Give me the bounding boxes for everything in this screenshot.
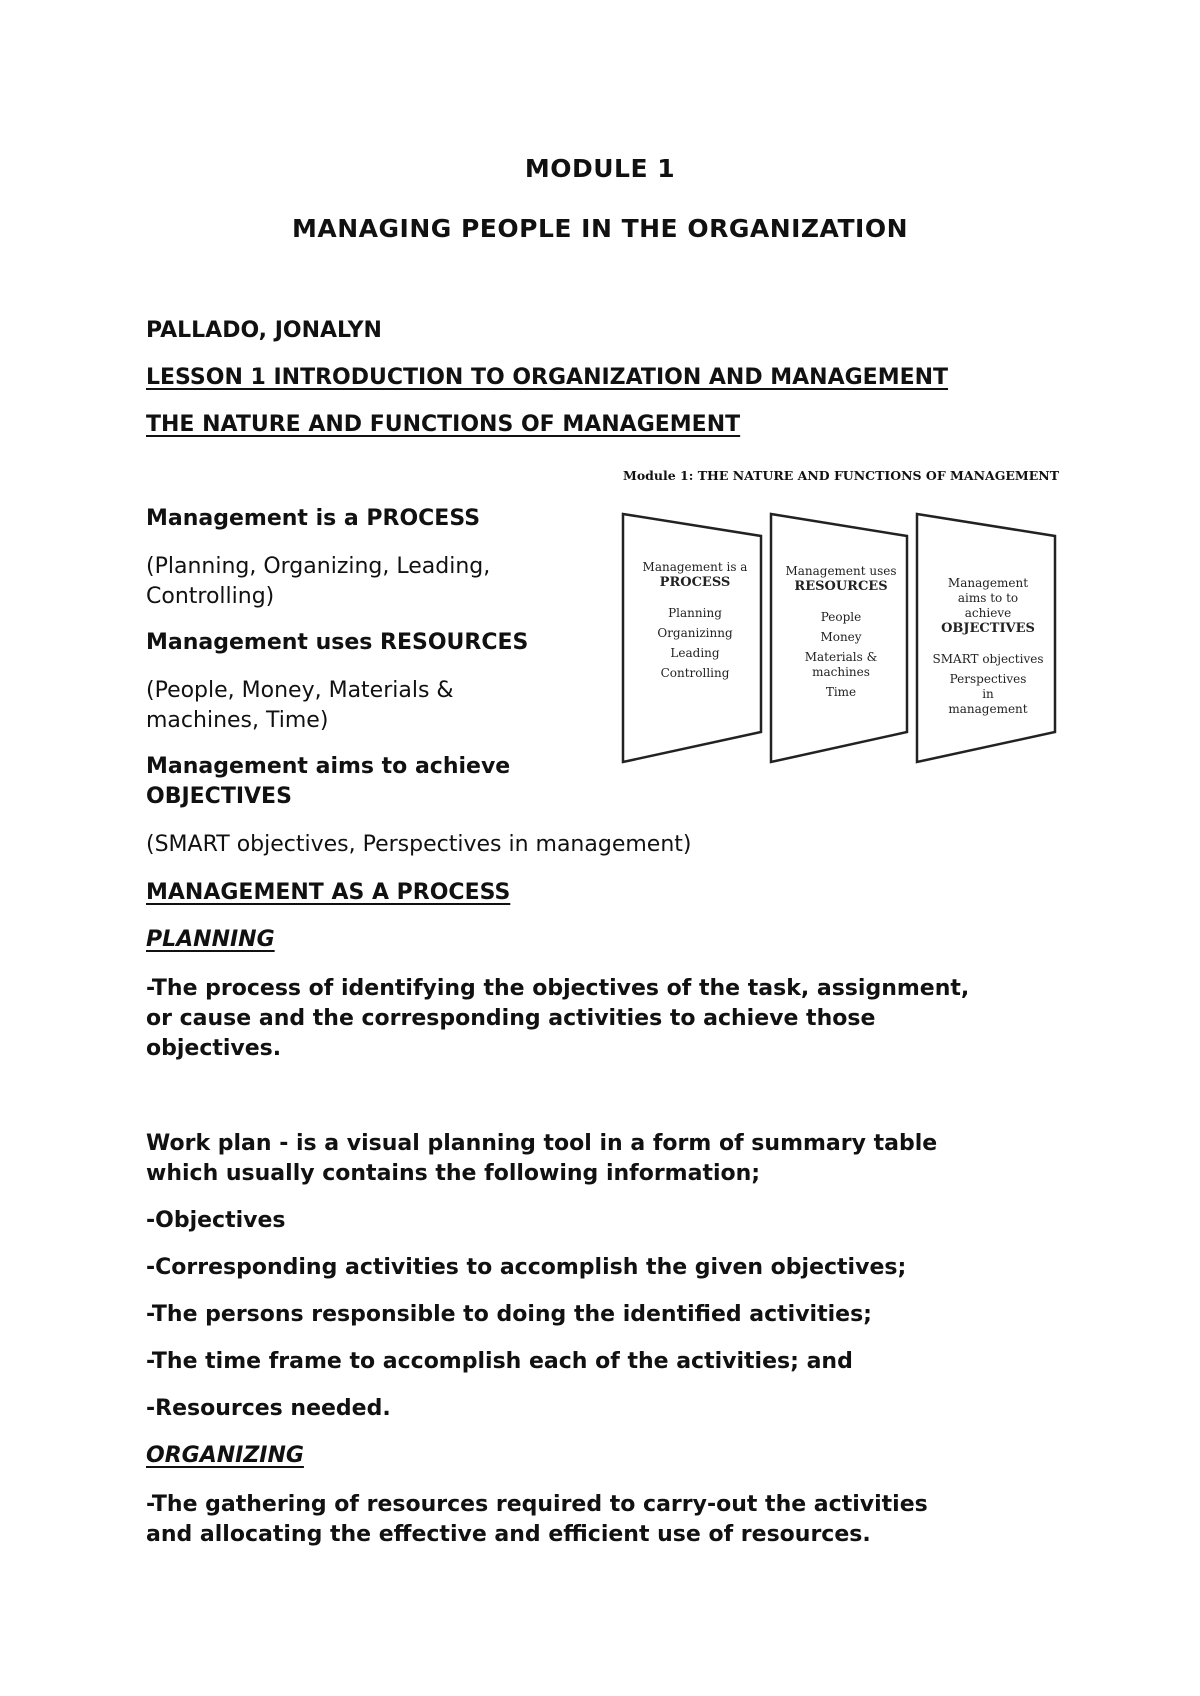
workplan-item: -Corresponding activities to accomplish the given objectives; bbox=[146, 1255, 907, 1280]
diagram-title: Module 1: THE NATURE AND FUNCTIONS OF MANAGEMENT bbox=[623, 468, 1059, 483]
organizing-definition-cont: and allocating the effective and efficient use of resources. bbox=[146, 1522, 871, 1547]
panel-objectives-lead: Management aims to to achieve bbox=[947, 576, 1029, 620]
resources-heading: Management uses RESOURCES bbox=[146, 630, 529, 655]
panel-process-caption: PROCESS bbox=[659, 575, 731, 590]
planning-definition-end: objectives. bbox=[146, 1036, 282, 1061]
objectives-detail: (SMART objectives, Perspectives in management) bbox=[146, 832, 692, 857]
panel-resources-caption: RESOURCES bbox=[794, 579, 888, 594]
panel-objectives-caption: OBJECTIVES bbox=[941, 621, 1035, 636]
module-number: MODULE 1 bbox=[524, 154, 676, 183]
workplan-definition-cont: which usually contains the following information; bbox=[146, 1161, 761, 1186]
panel-process bbox=[629, 560, 761, 681]
panel-resources-item: Money bbox=[820, 630, 862, 644]
organizing-definition: -The gathering of resources required to carry-out the activities bbox=[146, 1492, 928, 1517]
author-name: PALLADO, JONALYN bbox=[146, 318, 382, 343]
section-title: THE NATURE AND FUNCTIONS OF MANAGEMENT bbox=[146, 412, 741, 437]
objectives-heading: Management aims to achieve bbox=[146, 754, 511, 779]
lesson-title: LESSON 1 INTRODUCTION TO ORGANIZATION AND MANAGEMENT bbox=[146, 365, 949, 390]
process-section-heading: MANAGEMENT AS A PROCESS bbox=[146, 880, 511, 905]
planning-label: PLANNING bbox=[146, 927, 275, 952]
workplan-definition: Work plan - is a visual planning tool in a form of summary table bbox=[146, 1131, 938, 1156]
planning-definition: -The process of identifying the objectives of the task, assignment, bbox=[146, 976, 970, 1001]
panel-process-item: Planning bbox=[668, 606, 722, 620]
panel-objectives-item: Perspectives in management bbox=[948, 672, 1028, 716]
panel-resources bbox=[777, 564, 905, 700]
objectives-heading-cont: OBJECTIVES bbox=[146, 784, 292, 809]
panel-process-item: Organizinng bbox=[657, 626, 733, 640]
workplan-item: -The persons responsible to doing the identified activities; bbox=[146, 1302, 872, 1327]
management-diagram bbox=[615, 462, 1065, 772]
panel-resources-lead: Management uses bbox=[785, 564, 897, 578]
resources-detail-cont: machines, Time) bbox=[146, 708, 329, 733]
panel-process-item: Leading bbox=[670, 646, 720, 660]
planning-definition-cont: or cause and the corresponding activities to achieve those bbox=[146, 1006, 876, 1031]
process-heading: Management is a PROCESS bbox=[146, 506, 481, 531]
panel-resources-item: Materials & machines bbox=[804, 650, 878, 679]
process-detail: (Planning, Organizing, Leading, bbox=[146, 554, 491, 579]
workplan-item: -The time frame to accomplish each of the activities; and bbox=[146, 1349, 853, 1374]
process-detail-cont: Controlling) bbox=[146, 584, 275, 609]
module-title: MANAGING PEOPLE IN THE ORGANIZATION bbox=[292, 214, 908, 243]
panel-process-lead: Management is a bbox=[642, 560, 748, 574]
panel-process-item: Controlling bbox=[660, 666, 730, 680]
workplan-item: -Resources needed. bbox=[146, 1396, 391, 1421]
panel-objectives-item: SMART objectives bbox=[932, 652, 1044, 666]
panel-resources-item: Time bbox=[825, 685, 857, 699]
panel-objectives bbox=[923, 576, 1053, 717]
workplan-item: -Objectives bbox=[146, 1208, 286, 1233]
organizing-label: ORGANIZING bbox=[146, 1443, 304, 1468]
panel-resources-item: People bbox=[820, 610, 862, 624]
resources-detail: (People, Money, Materials & bbox=[146, 678, 454, 703]
